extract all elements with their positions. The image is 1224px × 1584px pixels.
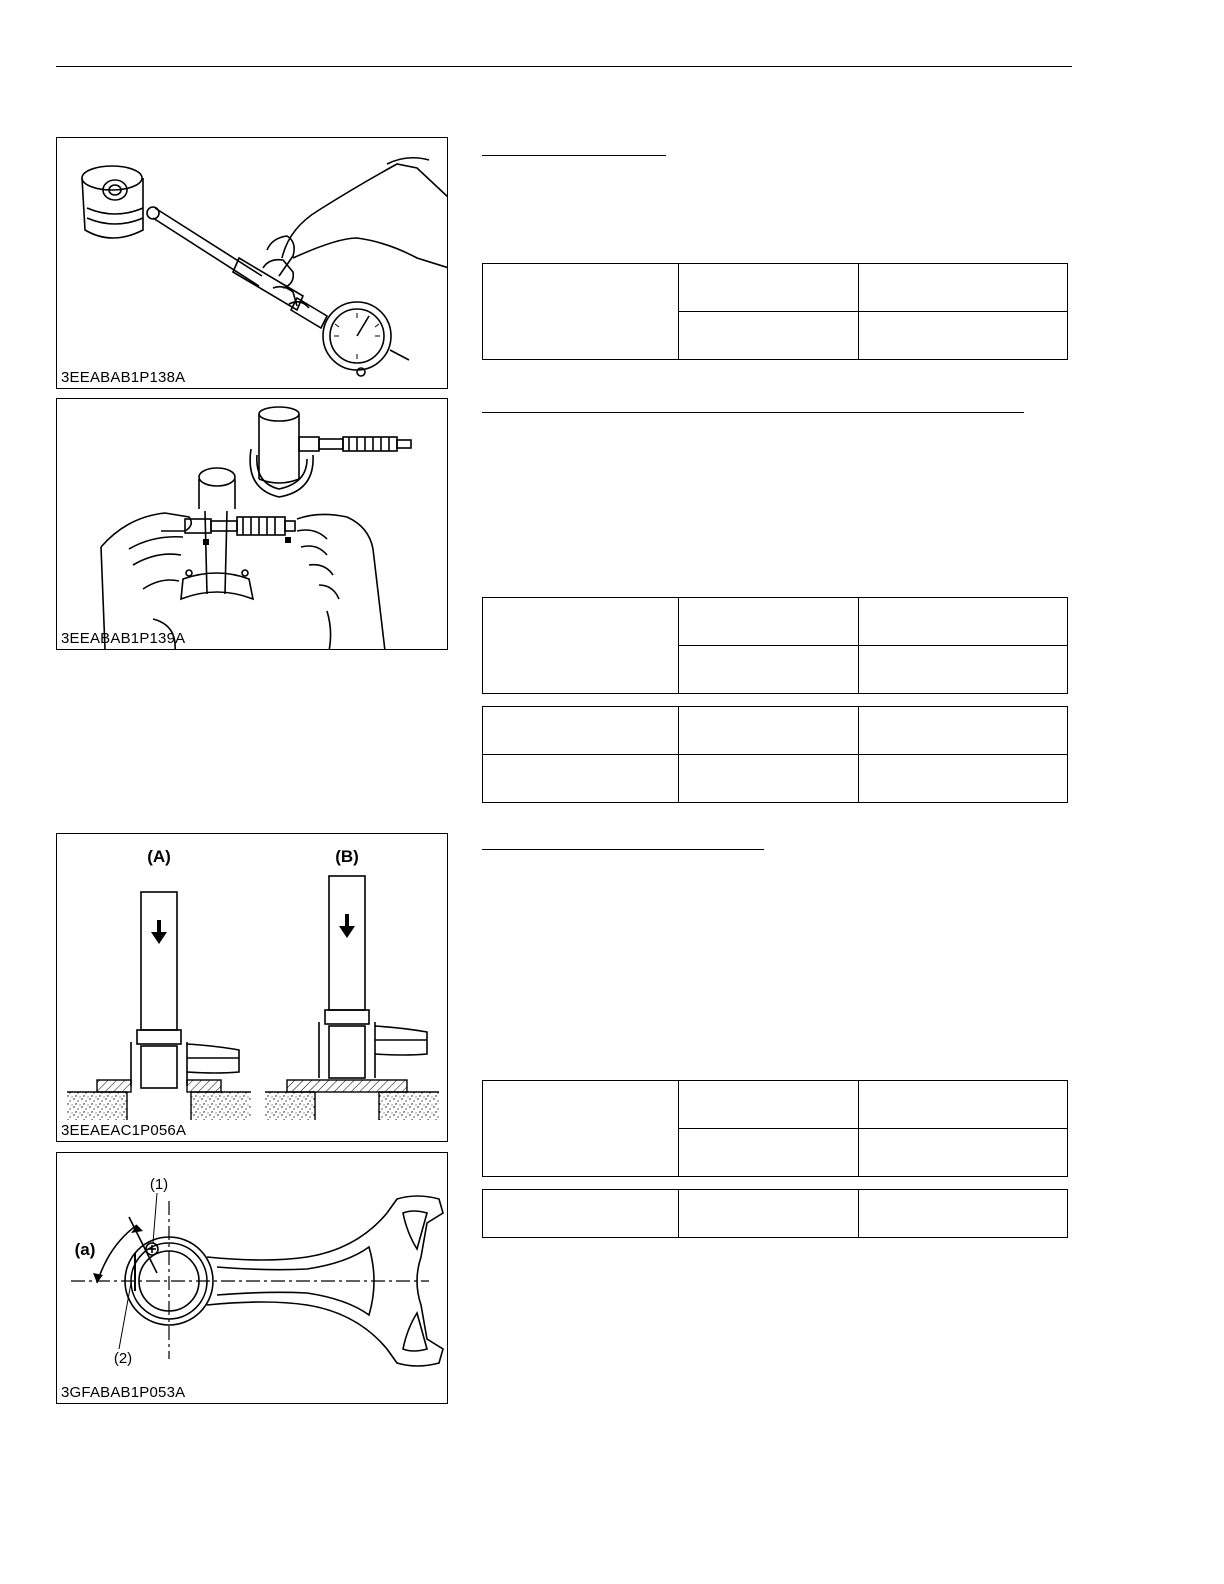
spec-table [482, 706, 1068, 803]
table-row [483, 264, 1068, 312]
table-cell [679, 646, 859, 694]
table-cell [483, 264, 679, 360]
table-cell [483, 1081, 679, 1177]
table-row [483, 755, 1068, 803]
spec-table [482, 597, 1068, 694]
label-b: (B) [335, 847, 359, 866]
table-row [483, 1081, 1068, 1129]
label-a: (A) [147, 847, 171, 866]
table-cell [679, 1190, 859, 1238]
bushing-press-illustration [57, 834, 448, 1142]
table-cell [679, 1129, 859, 1177]
figure-piston-pin-bore [56, 137, 448, 389]
table-cell [679, 264, 859, 312]
table-cell [679, 598, 859, 646]
table-cell [679, 755, 859, 803]
table-row [483, 598, 1068, 646]
figure-caption: 3GFABAB1P053A [61, 1384, 186, 1401]
table-cell [859, 312, 1068, 360]
table-cell [859, 1190, 1068, 1238]
table-cell [859, 755, 1068, 803]
table-cell [483, 598, 679, 694]
header-rule [56, 66, 1072, 67]
table-cell [679, 1081, 859, 1129]
table-cell [483, 1190, 679, 1238]
table-cell [679, 312, 859, 360]
spec-table [482, 1189, 1068, 1238]
figure-caption: 3EEABAB1P139A [61, 630, 186, 647]
table-cell [483, 707, 679, 755]
spec-table [482, 1080, 1068, 1177]
table-cell [859, 264, 1068, 312]
section-heading-rule [482, 849, 764, 850]
connecting-rod-illustration [57, 1153, 448, 1404]
angle-label: (a) [74, 1240, 96, 1259]
table-cell [679, 707, 859, 755]
figure-bushing-press [56, 833, 448, 1142]
table-cell [859, 646, 1068, 694]
figure-caption: 3EEABAB1P138A [61, 369, 186, 386]
section-heading-rule [482, 155, 666, 156]
figure-oil-hole-alignment [56, 1152, 448, 1404]
table-cell [859, 1129, 1068, 1177]
piston-bore-gauge-illustration [57, 138, 448, 389]
table-row [483, 1190, 1068, 1238]
callout-2: (2) [113, 1350, 133, 1367]
figure-caption: 3EEAEAC1P056A [61, 1122, 187, 1139]
figure-small-end-bushing [56, 398, 448, 650]
table-cell [859, 598, 1068, 646]
spec-table [482, 263, 1068, 360]
callout-1: (1) [149, 1176, 169, 1193]
table-cell [483, 755, 679, 803]
section-heading-rule [482, 412, 1024, 413]
table-cell [859, 1081, 1068, 1129]
table-row [483, 707, 1068, 755]
bushing-micrometer-illustration [57, 399, 448, 650]
table-cell [859, 707, 1068, 755]
